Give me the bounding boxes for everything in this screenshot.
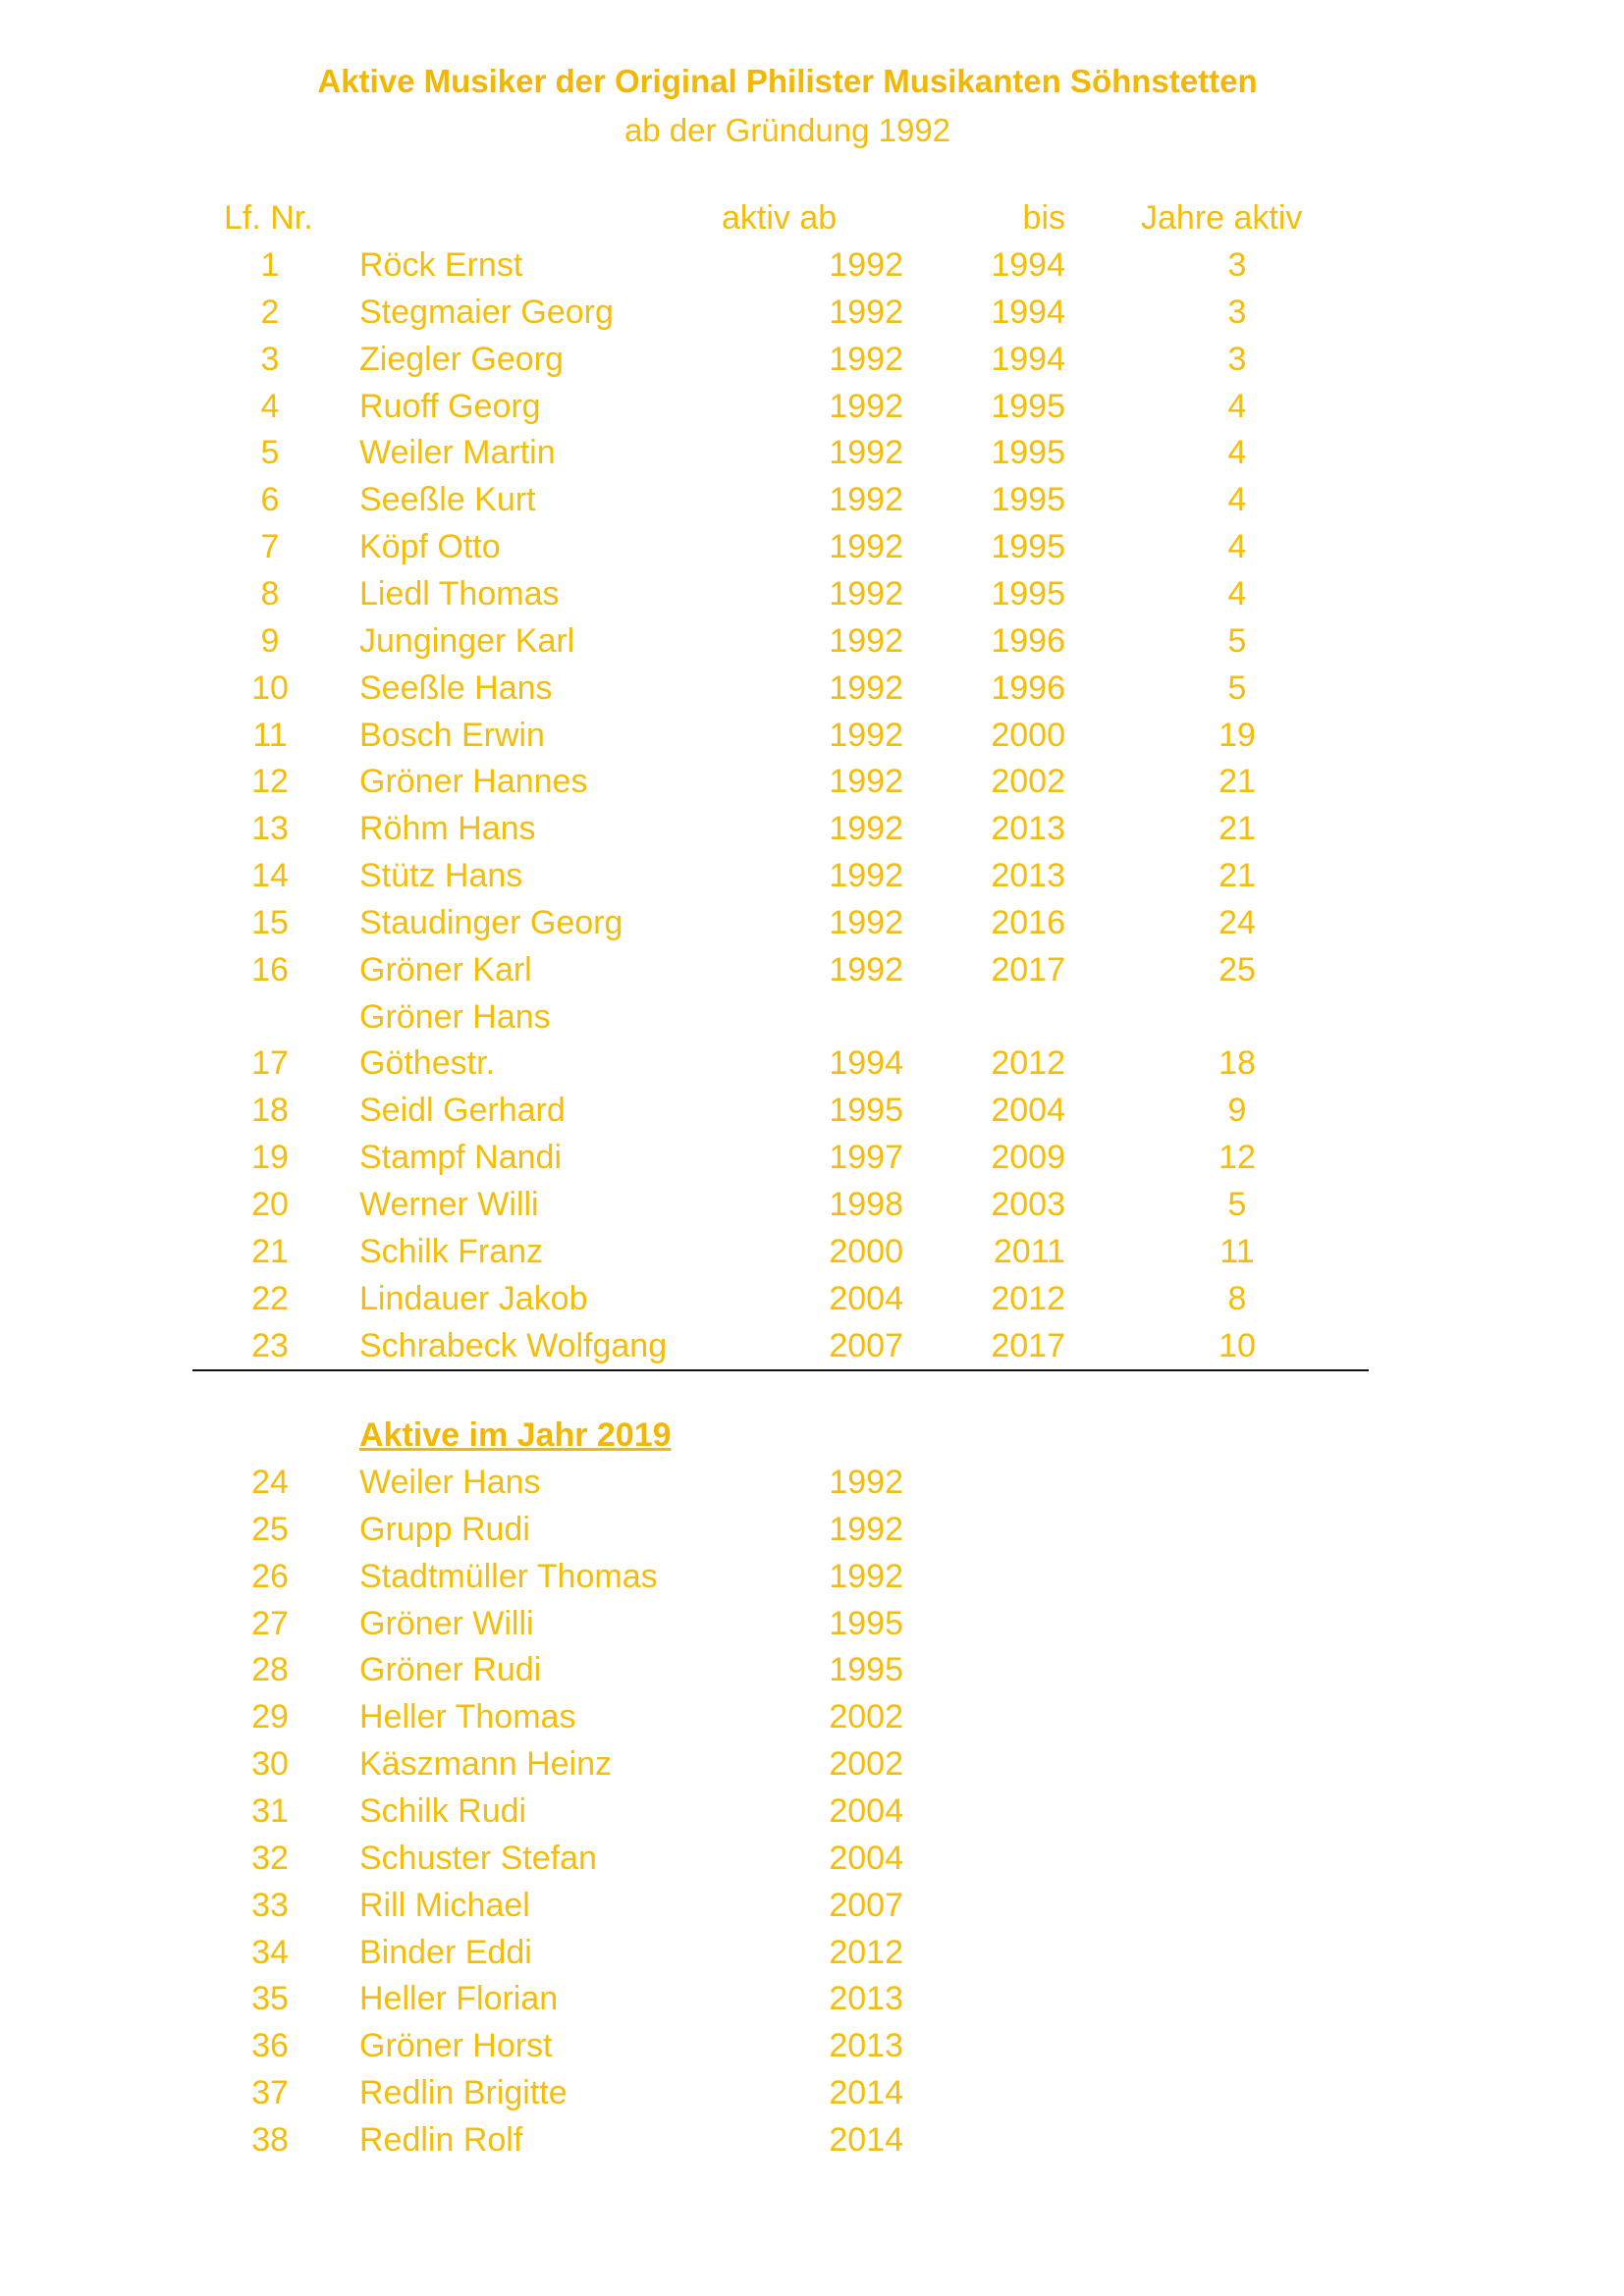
jahre-aktiv-count: 5 <box>1227 1186 1247 1223</box>
jahre-aktiv-count: 3 <box>1227 294 1247 331</box>
row-number: 7 <box>260 528 280 565</box>
row-number: 22 <box>251 1280 289 1317</box>
aktiv-ab-year: 1992 <box>829 857 903 894</box>
jahre-aktiv-count: 18 <box>1218 1044 1256 1082</box>
row-number: 23 <box>251 1327 289 1364</box>
jahre-aktiv-count: 24 <box>1218 904 1256 941</box>
member-name: Schuster Stefan <box>359 1840 597 1877</box>
bis-year: 2003 <box>991 1186 1065 1223</box>
member-name: Heller Florian <box>359 1980 559 2017</box>
row-number: 27 <box>251 1605 289 1642</box>
row-number: 15 <box>251 904 289 941</box>
member-name: Röck Ernst <box>359 246 523 284</box>
aktiv-ab-year: 1992 <box>829 575 903 613</box>
aktiv-ab-year: 1992 <box>829 388 903 425</box>
row-number: 25 <box>251 1511 289 1548</box>
aktiv-ab-year: 1992 <box>829 434 903 471</box>
row-number: 38 <box>251 2121 289 2159</box>
row-number: 9 <box>260 622 280 660</box>
jahre-aktiv-count: 21 <box>1218 763 1256 800</box>
bis-year: 1995 <box>991 575 1065 613</box>
aktiv-ab-year: 1992 <box>829 341 903 378</box>
bis-year: 1995 <box>991 481 1065 518</box>
aktiv-ab-year: 1992 <box>829 481 903 518</box>
row-number: 21 <box>251 1233 289 1270</box>
member-name: Weiler Martin <box>359 434 556 471</box>
header-bis: bis <box>1022 199 1065 237</box>
page-title: Aktive Musiker der Original Philister Musikanten Söhnstetten <box>317 63 1258 99</box>
bis-year: 1996 <box>991 669 1065 707</box>
member-name: Käszmann Heinz <box>359 1745 613 1783</box>
member-name: Gröner Hannes <box>359 763 588 800</box>
jahre-aktiv-count: 3 <box>1227 246 1247 284</box>
section-divider <box>192 1369 1369 1371</box>
member-name: Stadtmüller Thomas <box>359 1558 658 1595</box>
row-number: 12 <box>251 763 289 800</box>
aktiv-ab-year: 1994 <box>829 1044 903 1082</box>
member-name: Rill Michael <box>359 1887 530 1924</box>
row-number: 29 <box>251 1698 289 1735</box>
row-number: 14 <box>251 857 289 894</box>
aktiv-ab-year: 1997 <box>829 1139 903 1176</box>
jahre-aktiv-count: 9 <box>1227 1092 1247 1129</box>
jahre-aktiv-count: 10 <box>1218 1327 1256 1364</box>
row-number: 20 <box>251 1186 289 1223</box>
member-name: Gröner Horst <box>359 2027 553 2064</box>
row-number: 35 <box>251 1980 289 2017</box>
aktiv-ab-year: 2002 <box>829 1698 903 1735</box>
jahre-aktiv-count: 4 <box>1227 575 1247 613</box>
row-number: 32 <box>251 1840 289 1877</box>
row-number: 6 <box>260 481 280 518</box>
bis-year: 1994 <box>991 294 1065 331</box>
header-nr: Lf. Nr. <box>224 199 313 237</box>
bis-year: 2016 <box>991 904 1065 941</box>
row-number: 4 <box>260 388 280 425</box>
member-name: Lindauer Jakob <box>359 1280 588 1317</box>
row-number: 37 <box>251 2074 289 2111</box>
aktiv-ab-year: 1992 <box>829 717 903 754</box>
member-name: Junginger Karl <box>359 622 575 660</box>
bis-year: 2013 <box>991 857 1065 894</box>
aktiv-ab-year: 1992 <box>829 1511 903 1548</box>
bis-year: 1994 <box>991 246 1065 284</box>
aktiv-ab-year: 1992 <box>829 1558 903 1595</box>
member-name: Stampf Nandi <box>359 1139 562 1176</box>
aktiv-ab-year: 2014 <box>829 2074 903 2111</box>
aktiv-ab-year: 2007 <box>829 1327 903 1364</box>
member-name: Seidl Gerhard <box>359 1092 566 1129</box>
member-name: Röhm Hans <box>359 810 536 847</box>
member-name: Stegmaier Georg <box>359 294 614 331</box>
row-number: 8 <box>260 575 280 613</box>
member-name: Staudinger Georg <box>359 904 623 941</box>
row-number: 30 <box>251 1745 289 1783</box>
row-number: 2 <box>260 294 280 331</box>
aktiv-ab-year: 2013 <box>829 2027 903 2064</box>
jahre-aktiv-count: 4 <box>1227 388 1247 425</box>
member-name: Bosch Erwin <box>359 717 545 754</box>
member-name: Gröner Karl <box>359 951 532 988</box>
bis-year: 1996 <box>991 622 1065 660</box>
jahre-aktiv-count: 21 <box>1218 810 1256 847</box>
member-name: Schilk Franz <box>359 1233 544 1270</box>
jahre-aktiv-count: 3 <box>1227 341 1247 378</box>
aktiv-ab-year: 1995 <box>829 1651 903 1688</box>
jahre-aktiv-count: 12 <box>1218 1139 1256 1176</box>
member-name: Köpf Otto <box>359 528 501 565</box>
row-number: 10 <box>251 669 289 707</box>
bis-year: 2011 <box>993 1233 1065 1270</box>
bis-year: 2009 <box>991 1139 1065 1176</box>
aktiv-ab-year: 2012 <box>829 1934 903 1971</box>
active-section-title: Aktive im Jahr 2019 <box>359 1416 672 1454</box>
jahre-aktiv-count: 4 <box>1227 434 1247 471</box>
aktiv-ab-year: 1992 <box>829 904 903 941</box>
bis-year: 2017 <box>991 951 1065 988</box>
bis-year: 2000 <box>991 717 1065 754</box>
row-number: 36 <box>251 2027 289 2064</box>
row-number: 11 <box>252 717 288 754</box>
row-number: 5 <box>260 434 280 471</box>
member-name: Gröner Rudi <box>359 1651 542 1688</box>
member-name: Ziegler Georg <box>359 341 564 378</box>
bis-year: 2017 <box>991 1327 1065 1364</box>
aktiv-ab-year: 2014 <box>829 2121 903 2159</box>
aktiv-ab-year: 2002 <box>829 1745 903 1783</box>
aktiv-ab-year: 1992 <box>829 951 903 988</box>
jahre-aktiv-count: 8 <box>1227 1280 1247 1317</box>
aktiv-ab-year: 2000 <box>829 1233 903 1270</box>
aktiv-ab-year: 2007 <box>829 1887 903 1924</box>
member-name: Gröner Hans <box>359 998 551 1036</box>
member-name: Heller Thomas <box>359 1698 576 1735</box>
aktiv-ab-year: 1992 <box>829 763 903 800</box>
header-jahre-aktiv: Jahre aktiv <box>1141 199 1303 237</box>
member-name: Redlin Rolf <box>359 2121 523 2159</box>
member-name: Göthestr. <box>359 1044 495 1082</box>
jahre-aktiv-count: 5 <box>1227 622 1247 660</box>
aktiv-ab-year: 2004 <box>829 1840 903 1877</box>
row-number: 33 <box>251 1887 289 1924</box>
member-name: Seeßle Kurt <box>359 481 536 518</box>
member-name: Weiler Hans <box>359 1464 541 1501</box>
member-name: Stütz Hans <box>359 857 523 894</box>
bis-year: 1995 <box>991 388 1065 425</box>
member-name: Seeßle Hans <box>359 669 553 707</box>
aktiv-ab-year: 1992 <box>829 810 903 847</box>
jahre-aktiv-count: 21 <box>1218 857 1256 894</box>
bis-year: 2002 <box>991 763 1065 800</box>
aktiv-ab-year: 2013 <box>829 1980 903 2017</box>
member-name: Gröner Willi <box>359 1605 534 1642</box>
member-name: Grupp Rudi <box>359 1511 530 1548</box>
bis-year: 2013 <box>991 810 1065 847</box>
bis-year: 2004 <box>991 1092 1065 1129</box>
header-aktiv-ab: aktiv ab <box>722 199 838 237</box>
jahre-aktiv-count: 4 <box>1227 528 1247 565</box>
member-name: Schrabeck Wolfgang <box>359 1327 668 1364</box>
row-number: 31 <box>251 1792 289 1830</box>
aktiv-ab-year: 1995 <box>829 1605 903 1642</box>
page-subtitle: ab der Gründung 1992 <box>623 112 951 148</box>
member-name: Schilk Rudi <box>359 1792 527 1830</box>
aktiv-ab-year: 1992 <box>829 528 903 565</box>
aktiv-ab-year: 1992 <box>829 622 903 660</box>
jahre-aktiv-count: 11 <box>1219 1233 1255 1270</box>
bis-year: 1995 <box>991 434 1065 471</box>
row-number: 18 <box>251 1092 289 1129</box>
bis-year: 2012 <box>991 1280 1065 1317</box>
aktiv-ab-year: 1992 <box>829 669 903 707</box>
aktiv-ab-year: 1998 <box>829 1186 903 1223</box>
jahre-aktiv-count: 5 <box>1227 669 1247 707</box>
row-number: 3 <box>260 341 280 378</box>
member-name: Liedl Thomas <box>359 575 560 613</box>
row-number: 17 <box>251 1044 289 1082</box>
bis-year: 1994 <box>991 341 1065 378</box>
row-number: 28 <box>251 1651 289 1688</box>
jahre-aktiv-count: 25 <box>1218 951 1256 988</box>
aktiv-ab-year: 2004 <box>829 1280 903 1317</box>
member-name: Redlin Brigitte <box>359 2074 568 2111</box>
aktiv-ab-year: 1992 <box>829 1464 903 1501</box>
row-number: 16 <box>251 951 289 988</box>
jahre-aktiv-count: 19 <box>1218 717 1256 754</box>
member-name: Werner Willi <box>359 1186 539 1223</box>
row-number: 26 <box>251 1558 289 1595</box>
aktiv-ab-year: 1992 <box>829 246 903 284</box>
row-number: 1 <box>260 246 280 284</box>
bis-year: 2012 <box>991 1044 1065 1082</box>
aktiv-ab-year: 2004 <box>829 1792 903 1830</box>
aktiv-ab-year: 1992 <box>829 294 903 331</box>
row-number: 19 <box>251 1139 289 1176</box>
member-name: Binder Eddi <box>359 1934 532 1971</box>
jahre-aktiv-count: 4 <box>1227 481 1247 518</box>
bis-year: 1995 <box>991 528 1065 565</box>
row-number: 34 <box>251 1934 289 1971</box>
aktiv-ab-year: 1995 <box>829 1092 903 1129</box>
row-number: 24 <box>251 1464 289 1501</box>
member-name: Ruoff Georg <box>359 388 541 425</box>
row-number: 13 <box>251 810 289 847</box>
